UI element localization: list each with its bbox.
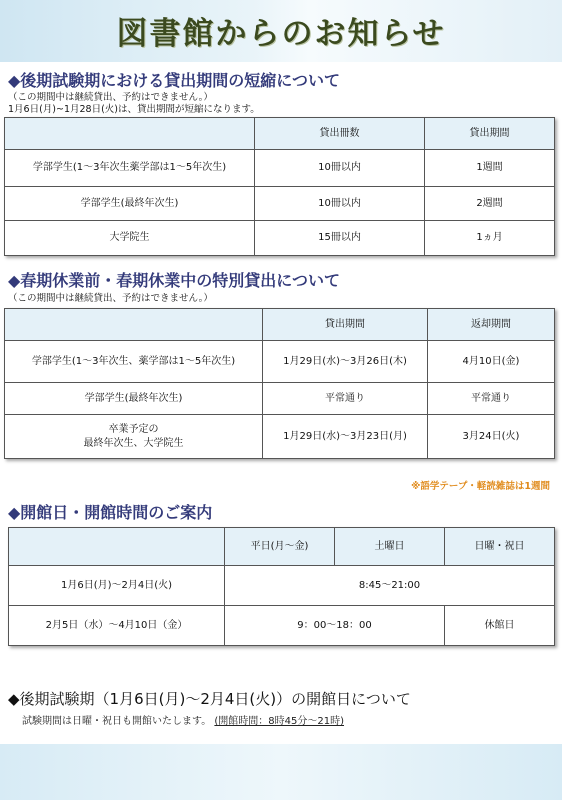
table-cell: 10冊以内 [255,150,425,187]
header-cell: 平日(月～金) [225,528,335,566]
header-cell: 貸出期間 [263,309,428,341]
table-cell: 15冊以内 [255,221,425,256]
header-cell [9,528,225,566]
table-row [5,187,555,221]
section1-note: （この期間中は継続貸出、予約はできません。） [8,92,213,103]
opening-hours-table [8,527,555,646]
table-cell: 2週間 [425,187,555,221]
footer-band [0,744,562,800]
table-cell: 学部学生(1～3年次生薬学部は1～5年次生) [5,150,255,187]
table-cell: 2月5日（水）～4月10日（金） [9,606,225,646]
final-text [22,712,344,727]
table-cell: 3月24日(火) [428,415,555,459]
table-cell: 1ヵ月 [425,221,555,256]
special-loan-table [4,308,555,459]
header-cell [5,309,263,341]
section2-heading: ◆春期休業前・春期休業中の特別貸出について [8,271,340,290]
table-cell: 4月10日(金) [428,341,555,383]
section3-heading: ◆開館日・開館時間のご案内 [8,503,213,522]
loan-shortening-table [4,117,555,256]
header-cell [5,118,255,150]
table-cell: 1週間 [425,150,555,187]
table-row [9,566,555,606]
table-row [5,383,555,415]
header-cell: 日曜・祝日 [445,528,555,566]
table-cell: 学部学生(1～3年次生、薬学部は1～5年次生) [5,341,263,383]
table-row [5,415,555,459]
table-cell: 1月29日(水)～3月26日(木) [263,341,428,383]
table-cell: 休館日 [445,606,555,646]
table-cell: 9：00～18：00 [225,606,445,646]
final-body: 試験期間は日曜・祝日も開館いたします。 [22,716,212,727]
table-header-row [5,118,555,150]
page-title: 図書館からのお知らせ [116,16,446,52]
table-row [5,341,555,383]
table-row [5,150,555,187]
table-cell: 学部学生(最終年次生) [5,187,255,221]
section1-heading: ◆後期試験期における貸出期間の短縮について [8,71,340,90]
table-header-row [9,528,555,566]
table-cell: 10冊以内 [255,187,425,221]
warning-note: ※語学テープ・軽読雑誌は1週間 [411,481,550,492]
table-header-row [5,309,555,341]
section2-note: （この期間中は継続貸出、予約はできません。） [8,293,213,304]
table-cell: 平常通り [428,383,555,415]
table-cell: 1月6日(月)～2月4日(火) [9,566,225,606]
table-cell: 平常通り [263,383,428,415]
header-cell: 貸出冊数 [255,118,425,150]
section1-dates: 1月6日(月)~1月28日(火)は、貸出期間が短縮になります。 [8,104,260,115]
final-hours: (開館時間：8時45分～21時) [214,716,345,727]
final-heading: ◆後期試験期（1月6日(月)～2月4日(火)）の開館日について [8,690,411,708]
table-row [5,221,555,256]
table-row [9,606,555,646]
header-cell: 返却期間 [428,309,555,341]
table-cell: 卒業予定の 最終年次生、大学院生 [5,415,263,459]
table-cell: 学部学生(最終年次生) [5,383,263,415]
header-cell: 土曜日 [335,528,445,566]
table-cell: 8:45～21:00 [225,566,555,606]
header-cell: 貸出期間 [425,118,555,150]
table-cell: 大学院生 [5,221,255,256]
table-cell: 1月29日(水)～3月23日(月) [263,415,428,459]
